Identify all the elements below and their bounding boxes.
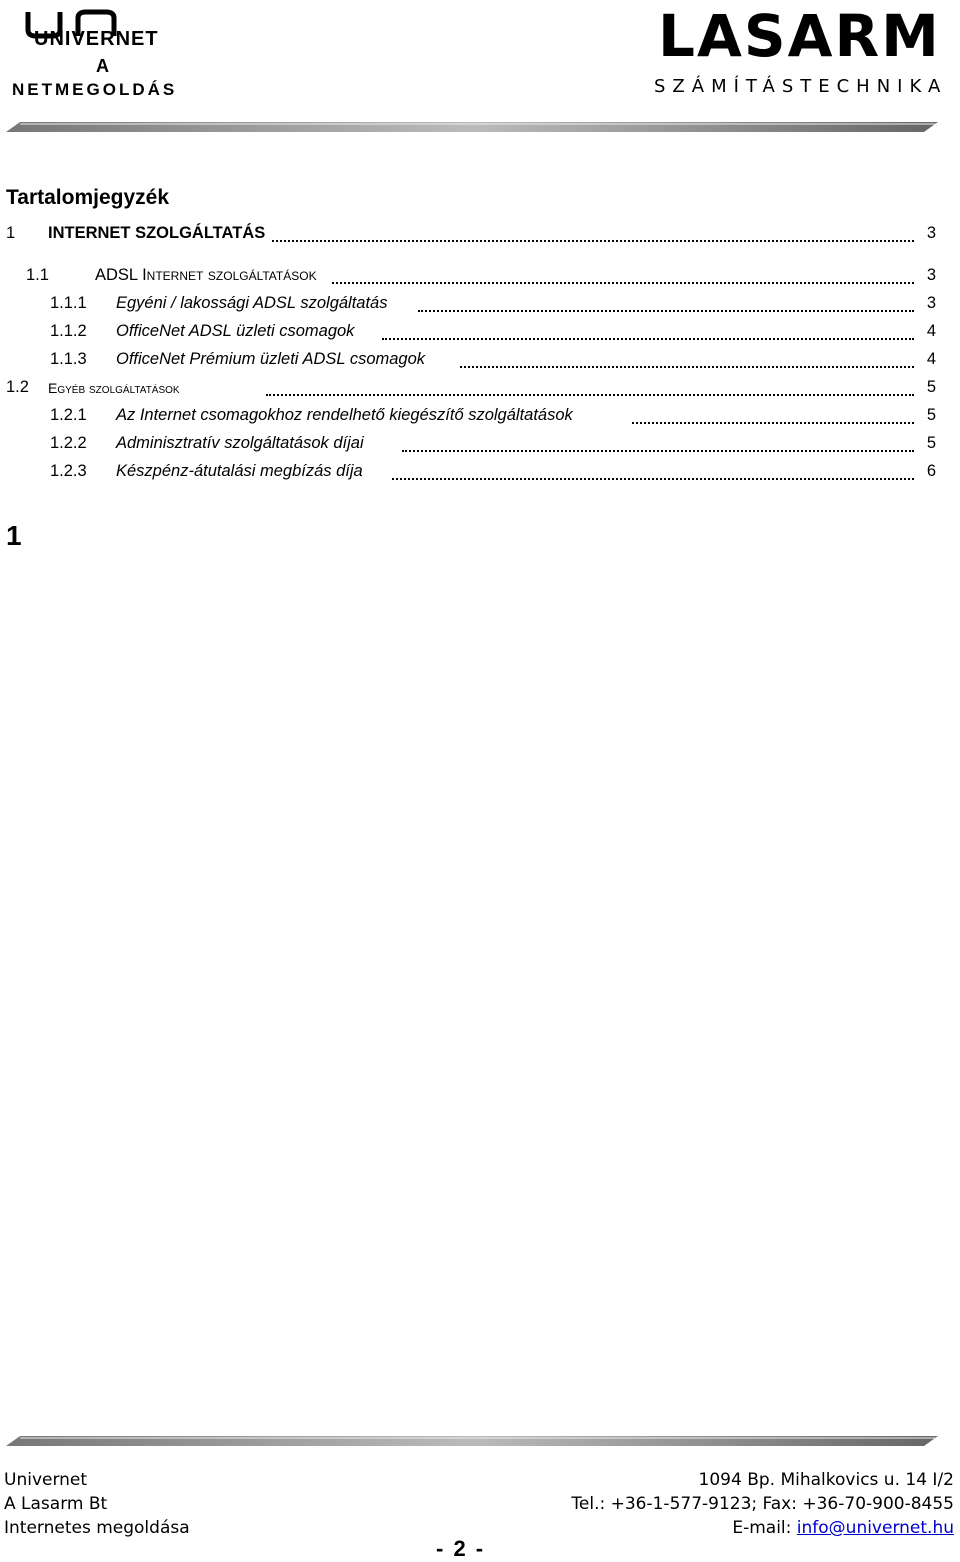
toc-leader-dots xyxy=(402,448,914,452)
toc-entry-page: 4 xyxy=(926,322,936,340)
footer-phone: Tel.: +36-1-577-9123; Fax: +36-70-900-8455 xyxy=(571,1494,954,1514)
toc-entry-page: 3 xyxy=(926,266,936,284)
toc-title: Tartalomjegyzék xyxy=(6,186,170,209)
page-number: - 2 - xyxy=(436,1536,486,1561)
toc-entry-title: Egyéb szolgáltatások xyxy=(48,380,180,396)
toc-entry-page: 5 xyxy=(926,378,936,396)
toc-entry-page: 4 xyxy=(926,350,936,368)
footer-email-label: E-mail: xyxy=(732,1518,797,1538)
toc-entry-number: 1.1 xyxy=(26,266,49,284)
toc-entry-number: 1.1.3 xyxy=(50,350,87,368)
toc-entry[interactable] xyxy=(0,266,960,292)
toc-entry-page: 3 xyxy=(926,294,936,312)
toc-entry-page: 6 xyxy=(926,462,936,480)
toc-entry-number: 1.1.1 xyxy=(50,294,87,312)
toc-entry-title: INTERNET SZOLGÁLTATÁS xyxy=(48,224,266,242)
toc-entry-number: 1.1.2 xyxy=(50,322,87,340)
toc-entry[interactable] xyxy=(0,224,960,250)
toc-entry-title: Egyéni / lakossági ADSL szolgáltatás xyxy=(116,294,388,312)
footer-email xyxy=(732,1518,954,1538)
footer-divider xyxy=(6,1434,938,1448)
email-link[interactable]: info@univernet.hu xyxy=(796,1518,954,1538)
toc-leader-dots xyxy=(266,392,914,396)
toc-entry-page: 5 xyxy=(926,406,936,424)
toc-entry-number: 1.2.1 xyxy=(50,406,87,424)
chapter-heading-number: 1 xyxy=(6,520,22,551)
netmegoldas-wordmark: NETMEGOLDÁS xyxy=(12,80,178,99)
toc-entry-title: ADSL Internet szolgáltatások xyxy=(95,266,317,284)
lasarm-wordmark: LASARM xyxy=(658,2,941,70)
toc-entry[interactable] xyxy=(0,294,960,320)
footer-address: 1094 Bp. Mihalkovics u. 14 I/2 xyxy=(698,1470,954,1490)
toc-entry-number: 1.2.3 xyxy=(50,462,87,480)
footer-owner: A Lasarm Bt xyxy=(4,1494,108,1514)
footer-tagline: Internetes megoldása xyxy=(4,1518,190,1538)
toc-entry-title: OfficeNet Prémium üzleti ADSL csomagok xyxy=(116,350,426,368)
toc-entry-page: 5 xyxy=(926,434,936,452)
toc-leader-dots xyxy=(632,420,914,424)
toc-entry-number: 1.2.2 xyxy=(50,434,87,452)
toc-entry-number: 1.2 xyxy=(6,378,29,396)
univernet-wordmark: UNIVERNET xyxy=(34,28,159,50)
szamitastechnika-wordmark: SZÁMÍTÁSTECHNIKA xyxy=(654,76,948,97)
logo-a-letter: A xyxy=(96,56,109,76)
header-divider xyxy=(6,120,938,134)
toc-leader-dots xyxy=(392,476,914,480)
toc-entry-title: Az Internet csomagokhoz rendelhető kiegészítő szolgáltatások xyxy=(116,406,573,424)
toc-entry-title: Adminisztratív szolgáltatások díjai xyxy=(116,434,364,452)
toc-leader-dots xyxy=(460,364,914,368)
toc-entry-title: OfficeNet ADSL üzleti csomagok xyxy=(116,322,355,340)
toc-leader-dots xyxy=(418,308,914,312)
toc-leader-dots xyxy=(332,280,914,284)
toc-entry[interactable] xyxy=(0,350,960,376)
toc-leader-dots xyxy=(272,238,914,242)
toc-entry[interactable] xyxy=(0,462,960,488)
toc-entry-title: Készpénz-átutalási megbízás díja xyxy=(116,462,363,480)
toc-entry[interactable] xyxy=(0,378,960,404)
toc-entry[interactable] xyxy=(0,406,960,432)
footer-company: Univernet xyxy=(4,1470,88,1490)
toc-entry[interactable] xyxy=(0,434,960,460)
toc-entry-number: 1 xyxy=(6,224,16,242)
toc-entry-page: 3 xyxy=(926,224,936,242)
toc-entry[interactable] xyxy=(0,322,960,348)
toc-leader-dots xyxy=(382,336,914,340)
